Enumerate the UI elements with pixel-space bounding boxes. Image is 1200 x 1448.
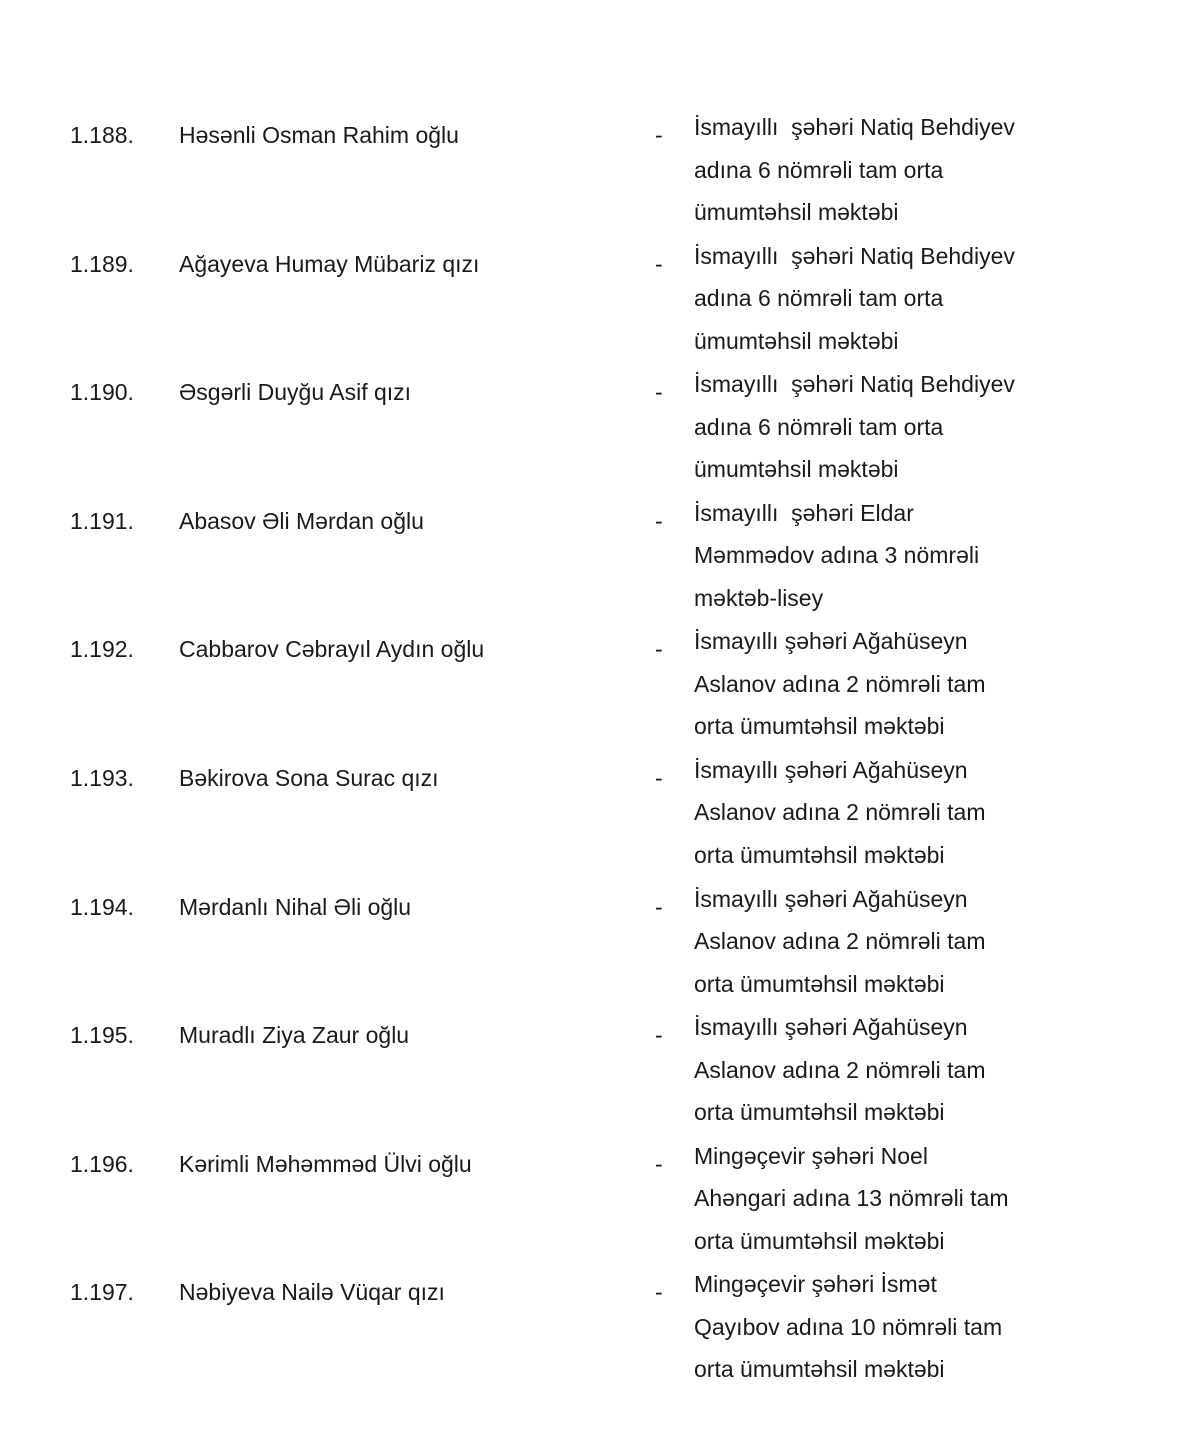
school-line: orta ümumtəhsil məktəbi	[694, 1356, 945, 1383]
separator-dash: -	[655, 1279, 663, 1306]
school-name	[694, 620, 1054, 748]
school-line: İsmayıllı şəhəri Ağahüseyn	[694, 885, 968, 912]
separator-dash: -	[655, 1150, 663, 1177]
school-name	[694, 749, 1054, 877]
list-item	[0, 1263, 1200, 1392]
person-name: Abasov Əli Mərdan oğlu	[179, 507, 424, 534]
school-line: adına 6 nömrəli tam orta	[694, 285, 944, 312]
school-line: ümumtəhsil məktəbi	[694, 327, 899, 354]
entry-number: 1.194.	[70, 893, 134, 920]
school-line: İsmayıllı şəhəri Eldar	[694, 499, 914, 526]
school-line: orta ümumtəhsil məktəbi	[694, 970, 945, 997]
school-name	[694, 878, 1054, 1006]
separator-dash: -	[655, 122, 663, 148]
separator-dash: -	[655, 250, 663, 277]
school-name	[694, 1006, 1054, 1134]
separator-dash: -	[655, 764, 663, 791]
separator-dash: -	[655, 379, 663, 406]
list-item	[0, 1006, 1200, 1135]
person-name: Nəbiyeva Nailə Vüqar qızı	[179, 1279, 445, 1306]
entry-number: 1.189.	[70, 250, 134, 277]
list-item	[0, 235, 1200, 364]
list-item	[0, 620, 1200, 749]
school-line: Mingəçevir şəhəri İsmət	[694, 1271, 937, 1298]
person-name: Əsgərli Duyğu Asif qızı	[179, 379, 412, 406]
school-name	[694, 363, 1054, 491]
school-line: İsmayıllı şəhəri Natiq Behdiyev	[694, 242, 1015, 269]
school-line: ümumtəhsil məktəbi	[694, 199, 899, 225]
entry-number: 1.197.	[70, 1279, 134, 1306]
school-line: məktəb-lisey	[694, 584, 824, 611]
school-line: İsmayıllı şəhəri Ağahüseyn	[694, 756, 968, 783]
list-item	[0, 363, 1200, 492]
school-line: Aslanov adına 2 nömrəli tam	[694, 928, 986, 955]
school-line: orta ümumtəhsil məktəbi	[694, 1099, 945, 1126]
list-item	[0, 492, 1200, 621]
separator-dash: -	[655, 636, 663, 663]
person-name: Həsənli Osman Rahim oğlu	[179, 122, 459, 148]
entry-number: 1.188.	[70, 122, 134, 148]
award-list	[0, 106, 1200, 1392]
school-name	[694, 235, 1054, 363]
person-name: Cabbarov Cəbrayıl Aydın oğlu	[179, 636, 485, 663]
school-line: orta ümumtəhsil məktəbi	[694, 841, 945, 868]
entry-number: 1.193.	[70, 764, 134, 791]
school-line: Qayıbov adına 10 nömrəli tam	[694, 1313, 1003, 1340]
list-item	[0, 106, 1200, 235]
separator-dash: -	[655, 1022, 663, 1049]
school-line: İsmayıllı şəhəri Natiq Behdiyev	[694, 114, 1015, 140]
entry-number: 1.190.	[70, 379, 134, 406]
person-name: Ağayeva Humay Mübariz qızı	[179, 250, 480, 277]
school-line: Aslanov adına 2 nömrəli tam	[694, 670, 986, 697]
entry-number: 1.196.	[70, 1150, 134, 1177]
school-line: adına 6 nömrəli tam orta	[694, 156, 944, 183]
school-line: Aslanov adına 2 nömrəli tam	[694, 1056, 986, 1083]
list-item	[0, 1135, 1200, 1264]
school-line: İsmayıllı şəhəri Natiq Behdiyev	[694, 371, 1015, 398]
person-name: Kərimli Məhəmməd Ülvi oğlu	[179, 1150, 472, 1177]
list-item	[0, 749, 1200, 878]
school-line: İsmayıllı şəhəri Ağahüseyn	[694, 1014, 968, 1041]
separator-dash: -	[655, 507, 663, 534]
school-name	[694, 492, 1054, 620]
person-name: Bəkirova Sona Surac qızı	[179, 764, 439, 791]
entry-number: 1.195.	[70, 1022, 134, 1049]
separator-dash: -	[655, 893, 663, 920]
list-item	[0, 878, 1200, 1007]
school-line: Mingəçevir şəhəri Noel	[694, 1142, 928, 1169]
school-line: orta ümumtəhsil məktəbi	[694, 1227, 945, 1254]
school-line: orta ümumtəhsil məktəbi	[694, 713, 945, 740]
school-line: Məmmədov adına 3 nömrəli	[694, 542, 980, 569]
school-name	[694, 1263, 1054, 1391]
person-name: Muradlı Ziya Zaur oğlu	[179, 1022, 410, 1049]
school-line: Ahəngari adına 13 nömrəli tam	[694, 1185, 1009, 1212]
school-name	[694, 106, 1054, 234]
school-line: Aslanov adına 2 nömrəli tam	[694, 799, 986, 826]
school-line: ümumtəhsil məktəbi	[694, 456, 899, 483]
person-name: Mərdanlı Nihal Əli oğlu	[179, 893, 412, 920]
entry-number: 1.192.	[70, 636, 134, 663]
school-name	[694, 1135, 1054, 1263]
school-line: İsmayıllı şəhəri Ağahüseyn	[694, 628, 968, 655]
school-line: adına 6 nömrəli tam orta	[694, 413, 944, 440]
entry-number: 1.191.	[70, 507, 134, 534]
